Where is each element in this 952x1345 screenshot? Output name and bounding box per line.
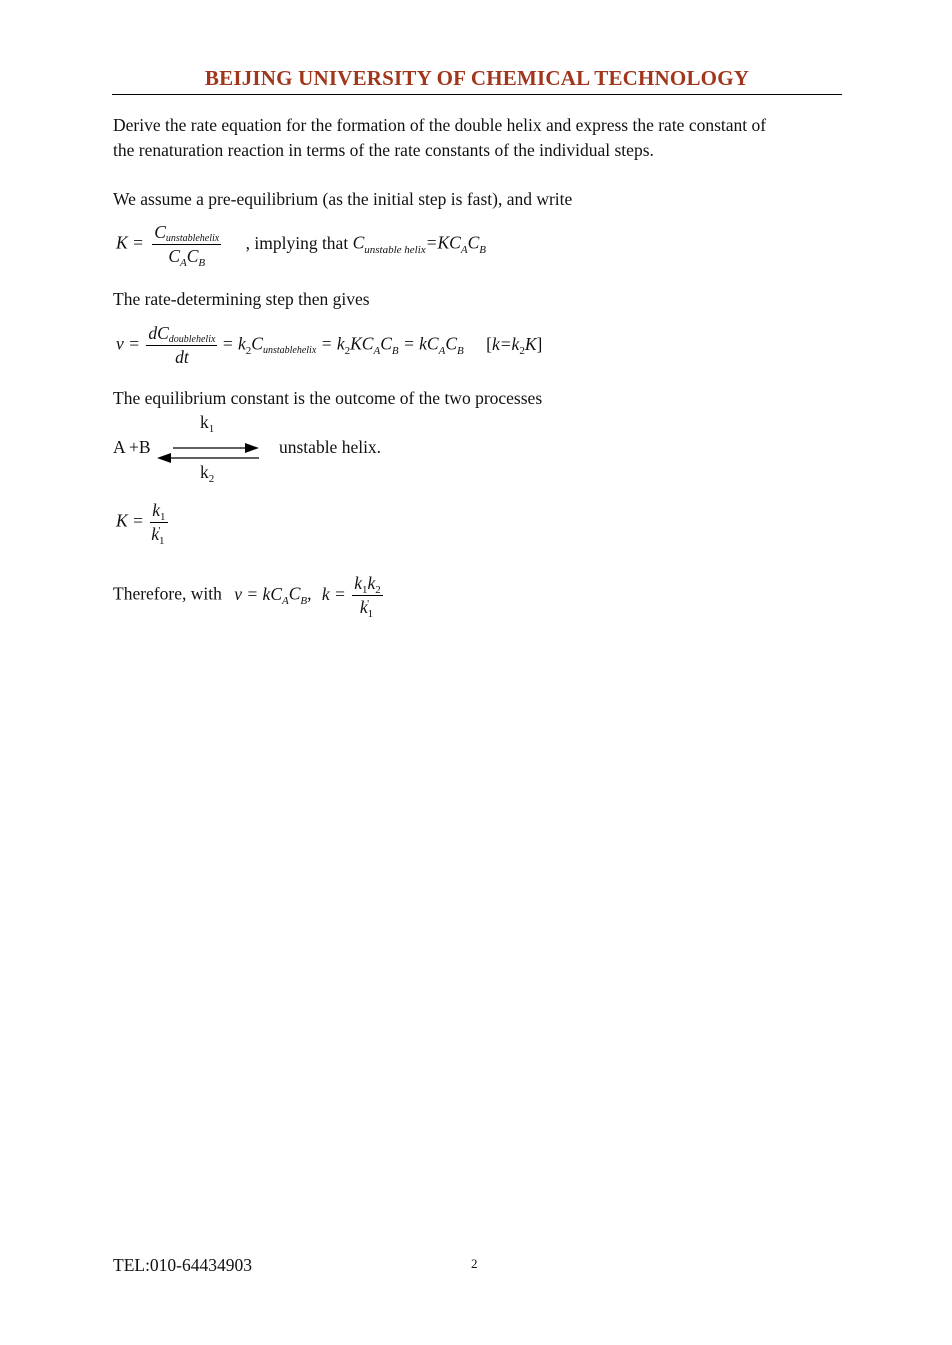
eq1-den-ca: C (168, 246, 180, 266)
eq1-num-c: C (154, 222, 166, 242)
eq4-fraction (352, 573, 383, 618)
eq2-term3-c: C (445, 333, 458, 354)
eq3-numerator: $k_1$ (152, 500, 166, 523)
eq2-term1-c-sub: unstablehelix (262, 344, 317, 356)
eq2-term1: = k (221, 333, 246, 354)
eq1-rhs-sub-b: B (479, 243, 486, 256)
eq1-den-cb: C (186, 246, 199, 266)
equation-k-ratio (116, 500, 168, 545)
eq1-c: C (352, 232, 365, 253)
eq2-term2-sub: 2 (344, 344, 351, 357)
eq2-term3-sub-b: B (457, 344, 464, 357)
eq2-num-dc: dC (148, 323, 169, 343)
eq1-den-cb-sub: B (198, 257, 206, 269)
eq2-bracket-close: ] (536, 333, 543, 354)
reaction-reactants: A +B (113, 437, 151, 457)
eq2-term1-sub: 2 (245, 344, 252, 357)
eq1-num-sub: unstablehelix (165, 233, 220, 244)
equation-rate (116, 323, 542, 368)
eq1-fraction (152, 222, 221, 267)
footer-telephone: TEL:010-64434903 (113, 1255, 253, 1275)
paragraph-assumption: We assume a pre-equilibrium (as the initial step is fast), and write (113, 189, 573, 209)
eq2-den: dt (175, 347, 189, 367)
eq2-bracket (486, 333, 543, 357)
eq2-term3-sub-a: A (438, 344, 446, 357)
eq4-lead-text: Therefore, with (113, 583, 222, 604)
eq4-sub-b: B (300, 594, 308, 607)
eq2-num-sub: doublehelix (168, 334, 216, 345)
eq2-bracket-eq: =k (499, 333, 520, 354)
equation-final (113, 573, 383, 618)
eq4-k: k = (321, 583, 346, 604)
eq2-term2-c: C (380, 333, 392, 354)
eq1-lhs: K = (116, 232, 144, 253)
eq1-implying-text: , implying that (245, 232, 349, 253)
page-number: 2 (471, 1256, 478, 1271)
eq2-term2: = k (320, 333, 345, 354)
paragraph-equilibrium-processes: The equilibrium constant is the outcome of the two processes (113, 388, 543, 408)
paragraph-rate-determining: The rate-determining step then gives (113, 289, 370, 309)
paragraph-question-line1: Derive the rate equation for the formation of the double helix and express the rate constant of (113, 115, 767, 135)
eq2-v: v = (116, 333, 140, 354)
equilibrium-arrows-icon (155, 440, 261, 464)
eq2-bracket-open: [ (486, 333, 492, 354)
eq1-c-sub: unstable helix (364, 243, 426, 256)
reaction-product: unstable helix. (279, 437, 382, 457)
eq1-numerator (152, 222, 221, 245)
eq4-numerator: $k_1k_2$ (354, 573, 381, 596)
eq3-fraction (150, 500, 167, 545)
reaction-scheme (113, 412, 513, 492)
reaction-k-bottom: $k_2$ (200, 462, 215, 485)
equation-equilibrium-constant (116, 222, 486, 267)
header-rule (112, 94, 842, 95)
page-header-title: BEIJING UNIVERSITY OF CHEMICAL TECHNOLOGY (204, 66, 750, 90)
eq2-numerator (146, 323, 217, 346)
eq2-term2-sub-a: A (373, 344, 381, 357)
eq1-rhs: =KC (425, 232, 461, 253)
eq1-rhs-c: C (467, 232, 480, 253)
eq2-term1-c: C (251, 333, 263, 354)
eq1-denominator (152, 245, 221, 267)
eq4-denominator: $k_1'$ (359, 597, 374, 620)
eq2-term3: = kC (402, 333, 439, 354)
reaction-k-top: $k_1$ (200, 412, 215, 435)
eq4-sub-a: A (282, 594, 289, 607)
eq2-bracket-sub: 2 (519, 344, 525, 357)
eq4-v: v = kC (234, 583, 282, 604)
eq3-lhs: K = (116, 510, 144, 531)
eq2-fraction (146, 323, 217, 368)
eq1-rhs-sub-a: A (460, 243, 468, 256)
paragraph-question-line2: the renaturation reaction in terms of the rate constants of the individual steps. (113, 140, 654, 160)
eq2-bracket-K: K (524, 333, 537, 354)
eq2-bracket-k: k (491, 333, 500, 354)
eq3-denominator: $k_1'$ (151, 524, 165, 547)
eq1-den-ca-sub: A (180, 257, 187, 269)
eq2-term2-sub-b: B (391, 344, 399, 357)
eq2-term2-kc: KC (350, 333, 374, 354)
eq4-comma: , (307, 583, 312, 604)
eq4-c: C (288, 583, 301, 604)
